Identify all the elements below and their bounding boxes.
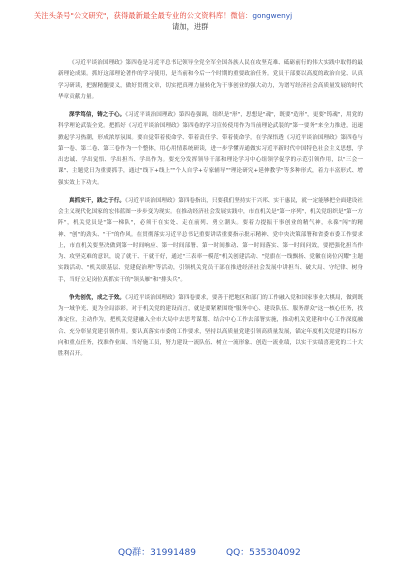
banner-wechat-id: gongwenyj	[252, 11, 293, 20]
paragraph-excellence	[58, 293, 363, 361]
paragraph-practice	[58, 196, 363, 286]
paragraph-heading: 真抓实干，践之于行。	[69, 197, 125, 204]
banner-wechat-label: 微信：	[230, 11, 253, 20]
paragraph-text: 《习近平谈治国理政》第四卷指出，只要我们坚持实干兴邦、实干惠民，就一定能够把全面建设社会主义现代化国家的宏伟蓝图一步步变为现实。在推动经济社会发展实践中，市直机关是"第一序列"，机关党组织是"第一方阵"，机关党员是"第一梯队"，必须干在实处、走在前列、勇立潮头。要着力提振干事创业的精气神，永葆"闯"的精神、"创"的劲头、"干"的作风。在贯彻落实习近平总书记重要讲话重要指示批示精神、党中央决策部署和省委市委工作要求上，市直机关要坚决做到第一时间响应、第一时间部署、第一时间推动、第一时间落实、第一时间问效，要把强化担当作为、攻坚克难的意识，说了就干、干就干好，通过"三表率一模范"机关创建活动、"党旗在一线飘扬、党徽在岗位闪耀"主题实践活动、"机关联基层、党建促治理"等活动，引领机关党员干部在推进经济社会发展中讲担当、破大局、守纪律、树身手，当好立足岗位真抓实干的"领头雁"和"排头兵"。	[58, 197, 364, 283]
paragraph-text: 《习近平谈治国理政》第四卷要求，要善于把地区和部门的工作融入党和国家事业大棋局，做到既为一域争光、更为全局添彩。对于机关党的建设而言，就是要紧紧围绕"服务中心、建设队伍、服务群众"这一核心任务，找准定位，主动作为，把机关党建融入全市大局中去思考谋划、结合中心工作去部署实施，推动机关党建和中心工作深度融合、充分彰显党建引领作用。要认真落实市委的工作要求，坚持以高质量党建引领高质量发展，锚定年度机关党建的目标方向和重点任务，找准作业面、当好施工员，努力建设一流队伍、树立一流形象、创造一流业绩，以实干实绩喜迎党的二十大胜利召开。	[58, 294, 364, 357]
paragraph-text: 《习近平谈治国理政》第四卷是习近平总书记领导全党全军全国各族人民在攻坚克难、砥砺前行的伟大实践中取得的最新理论成果。抓好这部理论著作的学习使用，是当前和今后一个时期的重要政治任务。党员干部要以高度的政治自觉、认真学习研读，把握精髓要义，做好贯彻文章，切实把真理力量转化为干事创业的强大动力，为谱写经济社会高质量发展的时代华章贡献力量。	[58, 60, 363, 100]
document-body	[58, 58, 363, 367]
paragraph-study	[58, 110, 363, 189]
paragraph-text: 《习近平谈治国理政》第四卷强调，组织是"形"，思想是"魂"，既要"造形"，更要"铸魂"，用党的科学理论武装全党。把抓好《习近平谈治国理政》第四卷的学习宣传使用作为当前理论武装的"第一要务"来全力推进，迅速掀起学习热潮，形成浓厚氛围。要自觉带着使命学、带着责任学、带着使命学，在学深悟透《习近平谈治国理政》第四卷与第一卷、第二卷、第三卷作为一个整体，用心用情系统研读，进一步学懂弄通做实习近平新时代中国特色社会主义思想，学出忠诚、学出觉悟、学出担当、学出作为。要充分发挥领导干部和理论学习中心组领学促学的示范引领作用，以"三会一课"、主题党日为重要抓手，通过"线下+线上""个人自学+专家辅导""理论研究+延伸教学"等多种形式，着力丰富形式、增强实效上下功夫。	[58, 112, 364, 186]
footer-qq-group: QQ群：31991489	[118, 548, 196, 558]
footer-qq-number: QQ：535304092	[226, 548, 301, 558]
paragraph-intro	[58, 58, 363, 103]
banner-join-text: 请加，进群	[172, 22, 209, 31]
paragraph-heading: 深学笃信，铸之于心。	[69, 112, 126, 118]
header-banner	[34, 10, 396, 32]
footer-contact	[0, 545, 408, 559]
paragraph-heading: 争先创优，成之于效。	[69, 294, 125, 301]
banner-promo-text: 关注头条号"公文研究"，获得最新最全最专业的公文资料库！	[34, 11, 231, 20]
